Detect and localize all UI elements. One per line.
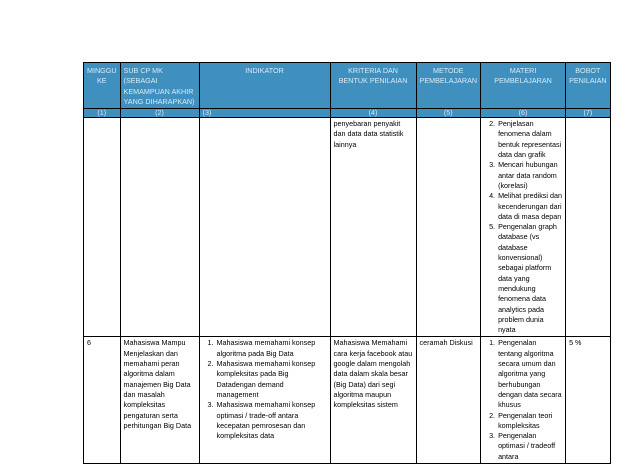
header-indikator: INDIKATOR [199,63,330,109]
cell-minggu: 6 [84,337,121,464]
list-item: 3. Mahasiswa memahami konsep optimasi / trade-off antara kecepatan pemrosesan dan kompleksitas data [216,400,327,441]
cell-indikator [199,337,330,464]
list-item: 2. Mahasiswa memahami konsep kompleksitas pada Big Datadengan demand management [216,359,327,400]
column-number-row [84,109,611,118]
list-item: 4. Melihat prediksi dan kecenderungan dari data di masa depan [497,191,562,222]
cell-bobot [566,118,611,337]
cell-kriteria: penyebaran penyakit dan data data statistik lainnya [330,118,416,337]
list-item: 5. Pengenalan graph database (vs database konvensional) sebagai platform data yang mendukung fenomena data analytics pada problem dunia nyata [497,222,562,335]
materi-list [484,338,562,462]
cell-bobot: 5 % [566,337,611,464]
list-item: 3. Mencari hubungan antar data random (korelasi) [497,160,562,191]
cell-metode: ceramah Diskusi [416,337,481,464]
table-row [84,118,611,337]
column-number: (3) [199,109,330,118]
column-number: (5) [416,109,481,118]
list-item: 1. Mahasiswa memahami konsep algoritma pada Big Data [216,338,327,359]
cell-sub-cp [120,118,199,337]
column-number: (7) [566,109,611,118]
materi-list [484,119,562,335]
rps-table [83,62,611,464]
column-number: (4) [330,109,416,118]
cell-minggu [84,118,121,337]
cell-indikator [199,118,330,337]
cell-materi [481,118,566,337]
header-metode: METODE PEMBELAJARAN [416,63,481,109]
list-item: 2. Pengenalan teori kompleksitas [497,411,562,432]
column-number: (6) [481,109,566,118]
header-bobot: BOBOT PENILAIAN [566,63,611,109]
list-item: 2. Penjelasan fenomena dalam bentuk representasi data dan grafik [497,119,562,160]
column-number: (1) [84,109,121,118]
table-row [84,337,611,464]
cell-kriteria: Mahasiswa Memahami cara kerja facebook atau google dalam mengolah data dalam skala besar (Big Data) dari segi algoritma maupun kompleksitas sistem [330,337,416,464]
column-number: (2) [120,109,199,118]
header-row [84,63,611,109]
cell-sub-cp: Mahasiswa Mampu Menjelaskan dan memahami peran algoritma dalam manajemen Big Data dan masalah kompleksitas pengaturan serta perhitungan Big Data [120,337,199,464]
header-sub-cp: SUB CP MK (SEBAGAI KEMAMPUAN AKHIR YANG DIHARAPKAN) [120,63,199,109]
list-item: 1. Pengenalan tentang algoritma secara umum dan algoritma yang berhubungan dengan data secara khusus [497,338,562,410]
indikator-list [203,338,327,441]
header-materi: MATERI PEMBELAJARAN [481,63,566,109]
header-minggu: MINGGU KE [84,63,121,109]
list-item: 3. Pengenalan optimasi / tradeoff antara [497,431,562,462]
cell-metode [416,118,481,337]
cell-materi [481,337,566,464]
header-kriteria: KRITERIA DAN BENTUK PENILAIAN [330,63,416,109]
